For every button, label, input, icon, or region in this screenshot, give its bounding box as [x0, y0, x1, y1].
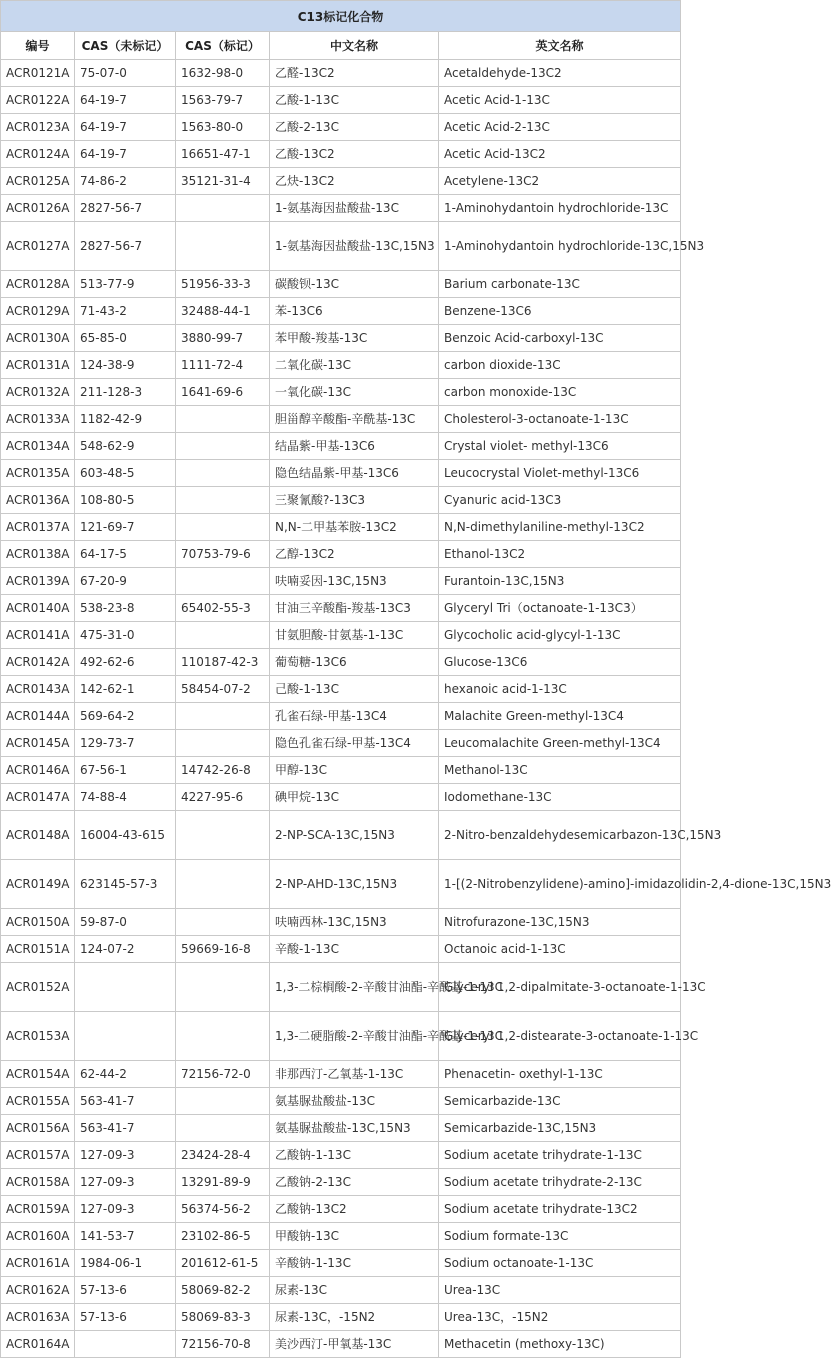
cell-chinese-name: 尿素-13C，-15N2	[270, 1304, 439, 1331]
table-row	[1, 1277, 681, 1304]
cell-chinese-name: 碳酸钡-13C	[270, 271, 439, 298]
cell-id: ACR0158A	[1, 1169, 75, 1196]
header-english-name: 英文名称	[439, 32, 681, 60]
table-row	[1, 936, 681, 963]
cell-cas-labeled: 70753-79-6	[176, 541, 270, 568]
cell-cas-labeled: 56374-56-2	[176, 1196, 270, 1223]
cell-cas-labeled	[176, 195, 270, 222]
cell-id: ACR0146A	[1, 757, 75, 784]
cell-english-name: Leucocrystal Violet-methyl-13C6	[439, 460, 681, 487]
cell-cas-labeled	[176, 433, 270, 460]
cell-chinese-name: 乙酸-1-13C	[270, 87, 439, 114]
cell-cas-labeled: 23102-86-5	[176, 1223, 270, 1250]
cell-id: ACR0128A	[1, 271, 75, 298]
cell-english-name: Acetic Acid-2-13C	[439, 114, 681, 141]
cell-english-name: Barium carbonate-13C	[439, 271, 681, 298]
cell-cas-unlabeled	[75, 1331, 176, 1358]
table-row	[1, 568, 681, 595]
cell-chinese-name: 胆甾醇辛酸酯-辛酰基-13C	[270, 406, 439, 433]
cell-english-name: carbon monoxide-13C	[439, 379, 681, 406]
header-id: 编号	[1, 32, 75, 60]
cell-id: ACR0149A	[1, 860, 75, 909]
cell-cas-labeled	[176, 703, 270, 730]
cell-id: ACR0137A	[1, 514, 75, 541]
cell-cas-unlabeled: 16004-43-615	[75, 811, 176, 860]
cell-english-name: Semicarbazide-13C,15N3	[439, 1115, 681, 1142]
cell-english-name: N,N-dimethylaniline-methyl-13C2	[439, 514, 681, 541]
cell-cas-unlabeled: 67-56-1	[75, 757, 176, 784]
cell-chinese-name: 呋喃西林-13C,15N3	[270, 909, 439, 936]
cell-cas-unlabeled: 64-17-5	[75, 541, 176, 568]
table-row	[1, 1304, 681, 1331]
cell-chinese-name: 呋喃妥因-13C,15N3	[270, 568, 439, 595]
cell-chinese-name: 碘甲烷-13C	[270, 784, 439, 811]
cell-cas-labeled: 58069-83-3	[176, 1304, 270, 1331]
table-row	[1, 87, 681, 114]
cell-cas-labeled: 23424-28-4	[176, 1142, 270, 1169]
cell-cas-unlabeled: 74-88-4	[75, 784, 176, 811]
cell-chinese-name: 乙酸-13C2	[270, 141, 439, 168]
cell-chinese-name: 1,3-二硬脂酸-2-辛酸甘油酯-辛酰基-1-13C	[270, 1012, 439, 1061]
cell-english-name: Benzene-13C6	[439, 298, 681, 325]
cell-cas-labeled: 1111-72-4	[176, 352, 270, 379]
cell-english-name: Acetic Acid-13C2	[439, 141, 681, 168]
cell-id: ACR0129A	[1, 298, 75, 325]
cell-english-name: Methacetin (methoxy-13C)	[439, 1331, 681, 1358]
cell-cas-labeled: 3880-99-7	[176, 325, 270, 352]
cell-cas-unlabeled: 127-09-3	[75, 1169, 176, 1196]
cell-chinese-name: 葡萄糖-13C6	[270, 649, 439, 676]
cell-cas-labeled	[176, 406, 270, 433]
cell-english-name: Ethanol-13C2	[439, 541, 681, 568]
table-row	[1, 1223, 681, 1250]
cell-cas-labeled	[176, 1088, 270, 1115]
cell-cas-unlabeled: 129-73-7	[75, 730, 176, 757]
table-row	[1, 487, 681, 514]
cell-cas-unlabeled: 124-07-2	[75, 936, 176, 963]
cell-chinese-name: 乙醇-13C2	[270, 541, 439, 568]
cell-chinese-name: 隐色结晶紫-甲基-13C6	[270, 460, 439, 487]
cell-id: ACR0121A	[1, 60, 75, 87]
table-row	[1, 379, 681, 406]
table-row	[1, 1196, 681, 1223]
cell-english-name: Acetaldehyde-13C2	[439, 60, 681, 87]
cell-id: ACR0152A	[1, 963, 75, 1012]
cell-chinese-name: 1-氨基海因盐酸盐-13C,15N3	[270, 222, 439, 271]
cell-id: ACR0143A	[1, 676, 75, 703]
cell-cas-labeled	[176, 514, 270, 541]
table-row	[1, 622, 681, 649]
cell-english-name: Sodium acetate trihydrate-1-13C	[439, 1142, 681, 1169]
table-row	[1, 195, 681, 222]
cell-chinese-name: 苯甲酸-羧基-13C	[270, 325, 439, 352]
cell-id: ACR0157A	[1, 1142, 75, 1169]
cell-english-name: Urea-13C，-15N2	[439, 1304, 681, 1331]
cell-cas-labeled: 72156-72-0	[176, 1061, 270, 1088]
cell-cas-unlabeled: 127-09-3	[75, 1142, 176, 1169]
cell-english-name: Glycocholic acid-glycyl-1-13C	[439, 622, 681, 649]
cell-id: ACR0160A	[1, 1223, 75, 1250]
table-row	[1, 298, 681, 325]
cell-english-name: Urea-13C	[439, 1277, 681, 1304]
cell-cas-unlabeled: 64-19-7	[75, 87, 176, 114]
cell-english-name: Cyanuric acid-13C3	[439, 487, 681, 514]
cell-cas-labeled: 1563-80-0	[176, 114, 270, 141]
cell-cas-labeled	[176, 811, 270, 860]
cell-cas-unlabeled: 141-53-7	[75, 1223, 176, 1250]
table-row	[1, 1012, 681, 1061]
cell-cas-unlabeled: 67-20-9	[75, 568, 176, 595]
header-cas-labeled: CAS（标记）	[176, 32, 270, 60]
table-row	[1, 222, 681, 271]
cell-id: ACR0123A	[1, 114, 75, 141]
cell-english-name: hexanoic acid-1-13C	[439, 676, 681, 703]
cell-chinese-name: 2-NP-SCA-13C,15N3	[270, 811, 439, 860]
cell-cas-unlabeled	[75, 963, 176, 1012]
cell-cas-labeled	[176, 963, 270, 1012]
cell-id: ACR0141A	[1, 622, 75, 649]
table-row	[1, 271, 681, 298]
table-row	[1, 406, 681, 433]
cell-cas-unlabeled: 64-19-7	[75, 141, 176, 168]
table-row	[1, 676, 681, 703]
table-row	[1, 784, 681, 811]
cell-chinese-name: 一氧化碳-13C	[270, 379, 439, 406]
cell-id: ACR0140A	[1, 595, 75, 622]
cell-id: ACR0161A	[1, 1250, 75, 1277]
cell-cas-labeled: 72156-70-8	[176, 1331, 270, 1358]
cell-chinese-name: 乙酸-2-13C	[270, 114, 439, 141]
cell-cas-labeled	[176, 568, 270, 595]
cell-cas-unlabeled: 569-64-2	[75, 703, 176, 730]
cell-english-name: Methanol-13C	[439, 757, 681, 784]
table-row	[1, 168, 681, 195]
cell-english-name: Glucose-13C6	[439, 649, 681, 676]
cell-cas-unlabeled: 108-80-5	[75, 487, 176, 514]
cell-english-name: Octanoic acid-1-13C	[439, 936, 681, 963]
table-row	[1, 460, 681, 487]
cell-chinese-name: 甘氨胆酸-甘氨基-1-13C	[270, 622, 439, 649]
table-row	[1, 325, 681, 352]
cell-id: ACR0164A	[1, 1331, 75, 1358]
cell-id: ACR0136A	[1, 487, 75, 514]
cell-id: ACR0162A	[1, 1277, 75, 1304]
cell-cas-unlabeled: 65-85-0	[75, 325, 176, 352]
table-row	[1, 595, 681, 622]
table-row	[1, 909, 681, 936]
cell-cas-labeled: 4227-95-6	[176, 784, 270, 811]
cell-cas-labeled: 201612-61-5	[176, 1250, 270, 1277]
cell-english-name: Sodium formate-13C	[439, 1223, 681, 1250]
table-row	[1, 1088, 681, 1115]
cell-cas-unlabeled: 513-77-9	[75, 271, 176, 298]
cell-cas-labeled: 65402-55-3	[176, 595, 270, 622]
cell-cas-labeled: 51956-33-3	[176, 271, 270, 298]
cell-english-name: Cholesterol-3-octanoate-1-13C	[439, 406, 681, 433]
cell-chinese-name: 美沙西汀-甲氧基-13C	[270, 1331, 439, 1358]
table-row	[1, 1169, 681, 1196]
cell-cas-unlabeled: 2827-56-7	[75, 195, 176, 222]
cell-id: ACR0135A	[1, 460, 75, 487]
cell-cas-unlabeled: 121-69-7	[75, 514, 176, 541]
cell-id: ACR0153A	[1, 1012, 75, 1061]
cell-cas-unlabeled: 75-07-0	[75, 60, 176, 87]
cell-chinese-name: 氨基脲盐酸盐-13C	[270, 1088, 439, 1115]
cell-id: ACR0144A	[1, 703, 75, 730]
cell-chinese-name: 苯-13C6	[270, 298, 439, 325]
cell-english-name: Sodium acetate trihydrate-2-13C	[439, 1169, 681, 1196]
cell-id: ACR0154A	[1, 1061, 75, 1088]
table-title: C13标记化合物	[1, 1, 681, 32]
cell-cas-unlabeled: 64-19-7	[75, 114, 176, 141]
table-row	[1, 1331, 681, 1358]
cell-chinese-name: 乙酸钠-2-13C	[270, 1169, 439, 1196]
cell-cas-labeled	[176, 487, 270, 514]
cell-id: ACR0125A	[1, 168, 75, 195]
cell-chinese-name: 甲醇-13C	[270, 757, 439, 784]
cell-cas-unlabeled: 71-43-2	[75, 298, 176, 325]
table-row	[1, 703, 681, 730]
table-row	[1, 730, 681, 757]
table-title-row	[1, 1, 681, 32]
cell-english-name: 2-Nitro-benzaldehydesemicarbazon-13C,15N3	[439, 811, 681, 860]
cell-chinese-name: N,N-二甲基苯胺-13C2	[270, 514, 439, 541]
cell-cas-labeled: 1632-98-0	[176, 60, 270, 87]
cell-cas-unlabeled: 563-41-7	[75, 1115, 176, 1142]
table-header-row	[1, 32, 681, 60]
cell-english-name: Acetylene-13C2	[439, 168, 681, 195]
cell-id: ACR0131A	[1, 352, 75, 379]
cell-id: ACR0133A	[1, 406, 75, 433]
cell-chinese-name: 乙醛-13C2	[270, 60, 439, 87]
header-cas-unlabeled: CAS（未标记）	[75, 32, 176, 60]
cell-english-name: Crystal violet- methyl-13C6	[439, 433, 681, 460]
cell-cas-labeled: 58069-82-2	[176, 1277, 270, 1304]
cell-chinese-name: 乙酸钠-13C2	[270, 1196, 439, 1223]
cell-english-name: Glyceryl 1,2-distearate-3-octanoate-1-13C	[439, 1012, 681, 1061]
cell-cas-labeled: 1641-69-6	[176, 379, 270, 406]
cell-chinese-name: 尿素-13C	[270, 1277, 439, 1304]
cell-cas-unlabeled: 57-13-6	[75, 1304, 176, 1331]
cell-english-name: carbon dioxide-13C	[439, 352, 681, 379]
cell-cas-labeled	[176, 909, 270, 936]
table-row	[1, 1061, 681, 1088]
cell-cas-unlabeled: 1182-42-9	[75, 406, 176, 433]
table-row	[1, 352, 681, 379]
cell-cas-labeled	[176, 730, 270, 757]
cell-english-name: Glyceryl Tri（octanoate-1-13C3）	[439, 595, 681, 622]
cell-cas-unlabeled: 603-48-5	[75, 460, 176, 487]
table-row	[1, 860, 681, 909]
cell-cas-unlabeled: 563-41-7	[75, 1088, 176, 1115]
cell-chinese-name: 辛酸钠-1-13C	[270, 1250, 439, 1277]
cell-cas-labeled	[176, 622, 270, 649]
cell-chinese-name: 孔雀石绿-甲基-13C4	[270, 703, 439, 730]
cell-english-name: Acetic Acid-1-13C	[439, 87, 681, 114]
cell-cas-unlabeled: 57-13-6	[75, 1277, 176, 1304]
cell-english-name: 1-Aminohydantoin hydrochloride-13C	[439, 195, 681, 222]
table-row	[1, 514, 681, 541]
cell-cas-unlabeled: 623145-57-3	[75, 860, 176, 909]
cell-id: ACR0127A	[1, 222, 75, 271]
cell-cas-labeled: 13291-89-9	[176, 1169, 270, 1196]
cell-id: ACR0134A	[1, 433, 75, 460]
cell-id: ACR0156A	[1, 1115, 75, 1142]
cell-id: ACR0155A	[1, 1088, 75, 1115]
cell-chinese-name: 辛酸-1-13C	[270, 936, 439, 963]
table-row	[1, 541, 681, 568]
cell-chinese-name: 二氧化碳-13C	[270, 352, 439, 379]
cell-chinese-name: 结晶紫-甲基-13C6	[270, 433, 439, 460]
cell-english-name: Phenacetin- oxethyl-1-13C	[439, 1061, 681, 1088]
cell-chinese-name: 2-NP-AHD-13C,15N3	[270, 860, 439, 909]
header-chinese-name: 中文名称	[270, 32, 439, 60]
cell-cas-labeled: 14742-26-8	[176, 757, 270, 784]
cell-cas-labeled	[176, 1115, 270, 1142]
table-row	[1, 1115, 681, 1142]
cell-chinese-name: 氨基脲盐酸盐-13C,15N3	[270, 1115, 439, 1142]
cell-chinese-name: 己酸-1-13C	[270, 676, 439, 703]
cell-english-name: Glyceryl 1,2-dipalmitate-3-octanoate-1-13C	[439, 963, 681, 1012]
cell-id: ACR0122A	[1, 87, 75, 114]
cell-cas-labeled	[176, 1012, 270, 1061]
cell-cas-unlabeled: 492-62-6	[75, 649, 176, 676]
cell-chinese-name: 1,3-二棕榈酸-2-辛酸甘油酯-辛酰基-1-13C	[270, 963, 439, 1012]
cell-cas-labeled: 35121-31-4	[176, 168, 270, 195]
cell-cas-labeled: 1563-79-7	[176, 87, 270, 114]
cell-english-name: Malachite Green-methyl-13C4	[439, 703, 681, 730]
cell-chinese-name: 乙酸钠-1-13C	[270, 1142, 439, 1169]
table-row	[1, 114, 681, 141]
cell-english-name: Sodium octanoate-1-13C	[439, 1250, 681, 1277]
cell-id: ACR0163A	[1, 1304, 75, 1331]
cell-id: ACR0130A	[1, 325, 75, 352]
cell-cas-unlabeled: 142-62-1	[75, 676, 176, 703]
cell-chinese-name: 甲酸钠-13C	[270, 1223, 439, 1250]
cell-chinese-name: 甘油三辛酸酯-羧基-13C3	[270, 595, 439, 622]
cell-chinese-name: 隐色孔雀石绿-甲基-13C4	[270, 730, 439, 757]
cell-id: ACR0132A	[1, 379, 75, 406]
cell-english-name: Benzoic Acid-carboxyl-13C	[439, 325, 681, 352]
cell-id: ACR0139A	[1, 568, 75, 595]
cell-id: ACR0159A	[1, 1196, 75, 1223]
table-row	[1, 1250, 681, 1277]
table-row	[1, 1142, 681, 1169]
cell-id: ACR0126A	[1, 195, 75, 222]
cell-id: ACR0147A	[1, 784, 75, 811]
cell-cas-unlabeled: 1984-06-1	[75, 1250, 176, 1277]
cell-chinese-name: 三聚氰酸?-13C3	[270, 487, 439, 514]
cell-cas-unlabeled: 475-31-0	[75, 622, 176, 649]
cell-id: ACR0142A	[1, 649, 75, 676]
cell-cas-labeled	[176, 460, 270, 487]
cell-id: ACR0150A	[1, 909, 75, 936]
cell-english-name: 1-[(2-Nitrobenzylidene)-amino]-imidazolidin-2,4-dione-13C,15N3	[439, 860, 681, 909]
cell-english-name: Sodium acetate trihydrate-13C2	[439, 1196, 681, 1223]
cell-cas-unlabeled: 538-23-8	[75, 595, 176, 622]
cell-id: ACR0148A	[1, 811, 75, 860]
cell-cas-unlabeled: 127-09-3	[75, 1196, 176, 1223]
cell-cas-unlabeled: 74-86-2	[75, 168, 176, 195]
cell-chinese-name: 1-氨基海因盐酸盐-13C	[270, 195, 439, 222]
cell-id: ACR0124A	[1, 141, 75, 168]
cell-english-name: Nitrofurazone-13C,15N3	[439, 909, 681, 936]
table-row	[1, 757, 681, 784]
cell-cas-labeled: 59669-16-8	[176, 936, 270, 963]
cell-english-name: Furantoin-13C,15N3	[439, 568, 681, 595]
cell-cas-labeled: 16651-47-1	[176, 141, 270, 168]
cell-cas-unlabeled: 59-87-0	[75, 909, 176, 936]
cell-cas-labeled	[176, 222, 270, 271]
table-row	[1, 963, 681, 1012]
cell-chinese-name: 乙炔-13C2	[270, 168, 439, 195]
cell-english-name: 1-Aminohydantoin hydrochloride-13C,15N3	[439, 222, 681, 271]
cell-cas-unlabeled: 124-38-9	[75, 352, 176, 379]
cell-cas-unlabeled: 548-62-9	[75, 433, 176, 460]
cell-id: ACR0151A	[1, 936, 75, 963]
cell-english-name: Leucomalachite Green-methyl-13C4	[439, 730, 681, 757]
table-body	[1, 60, 831, 1358]
table-row	[1, 60, 681, 87]
cell-cas-labeled	[176, 860, 270, 909]
cell-cas-unlabeled: 2827-56-7	[75, 222, 176, 271]
cell-cas-unlabeled: 62-44-2	[75, 1061, 176, 1088]
cell-english-name: Semicarbazide-13C	[439, 1088, 681, 1115]
cell-id: ACR0138A	[1, 541, 75, 568]
cell-english-name: Iodomethane-13C	[439, 784, 681, 811]
table-row	[1, 649, 681, 676]
cell-chinese-name: 非那西汀-乙氧基-1-13C	[270, 1061, 439, 1088]
cell-cas-unlabeled: 211-128-3	[75, 379, 176, 406]
table-row	[1, 811, 681, 860]
cell-cas-labeled: 58454-07-2	[176, 676, 270, 703]
table-row	[1, 433, 681, 460]
cell-cas-labeled: 32488-44-1	[176, 298, 270, 325]
cell-cas-labeled: 110187-42-3	[176, 649, 270, 676]
cell-cas-unlabeled	[75, 1012, 176, 1061]
cell-id: ACR0145A	[1, 730, 75, 757]
table-row	[1, 141, 681, 168]
